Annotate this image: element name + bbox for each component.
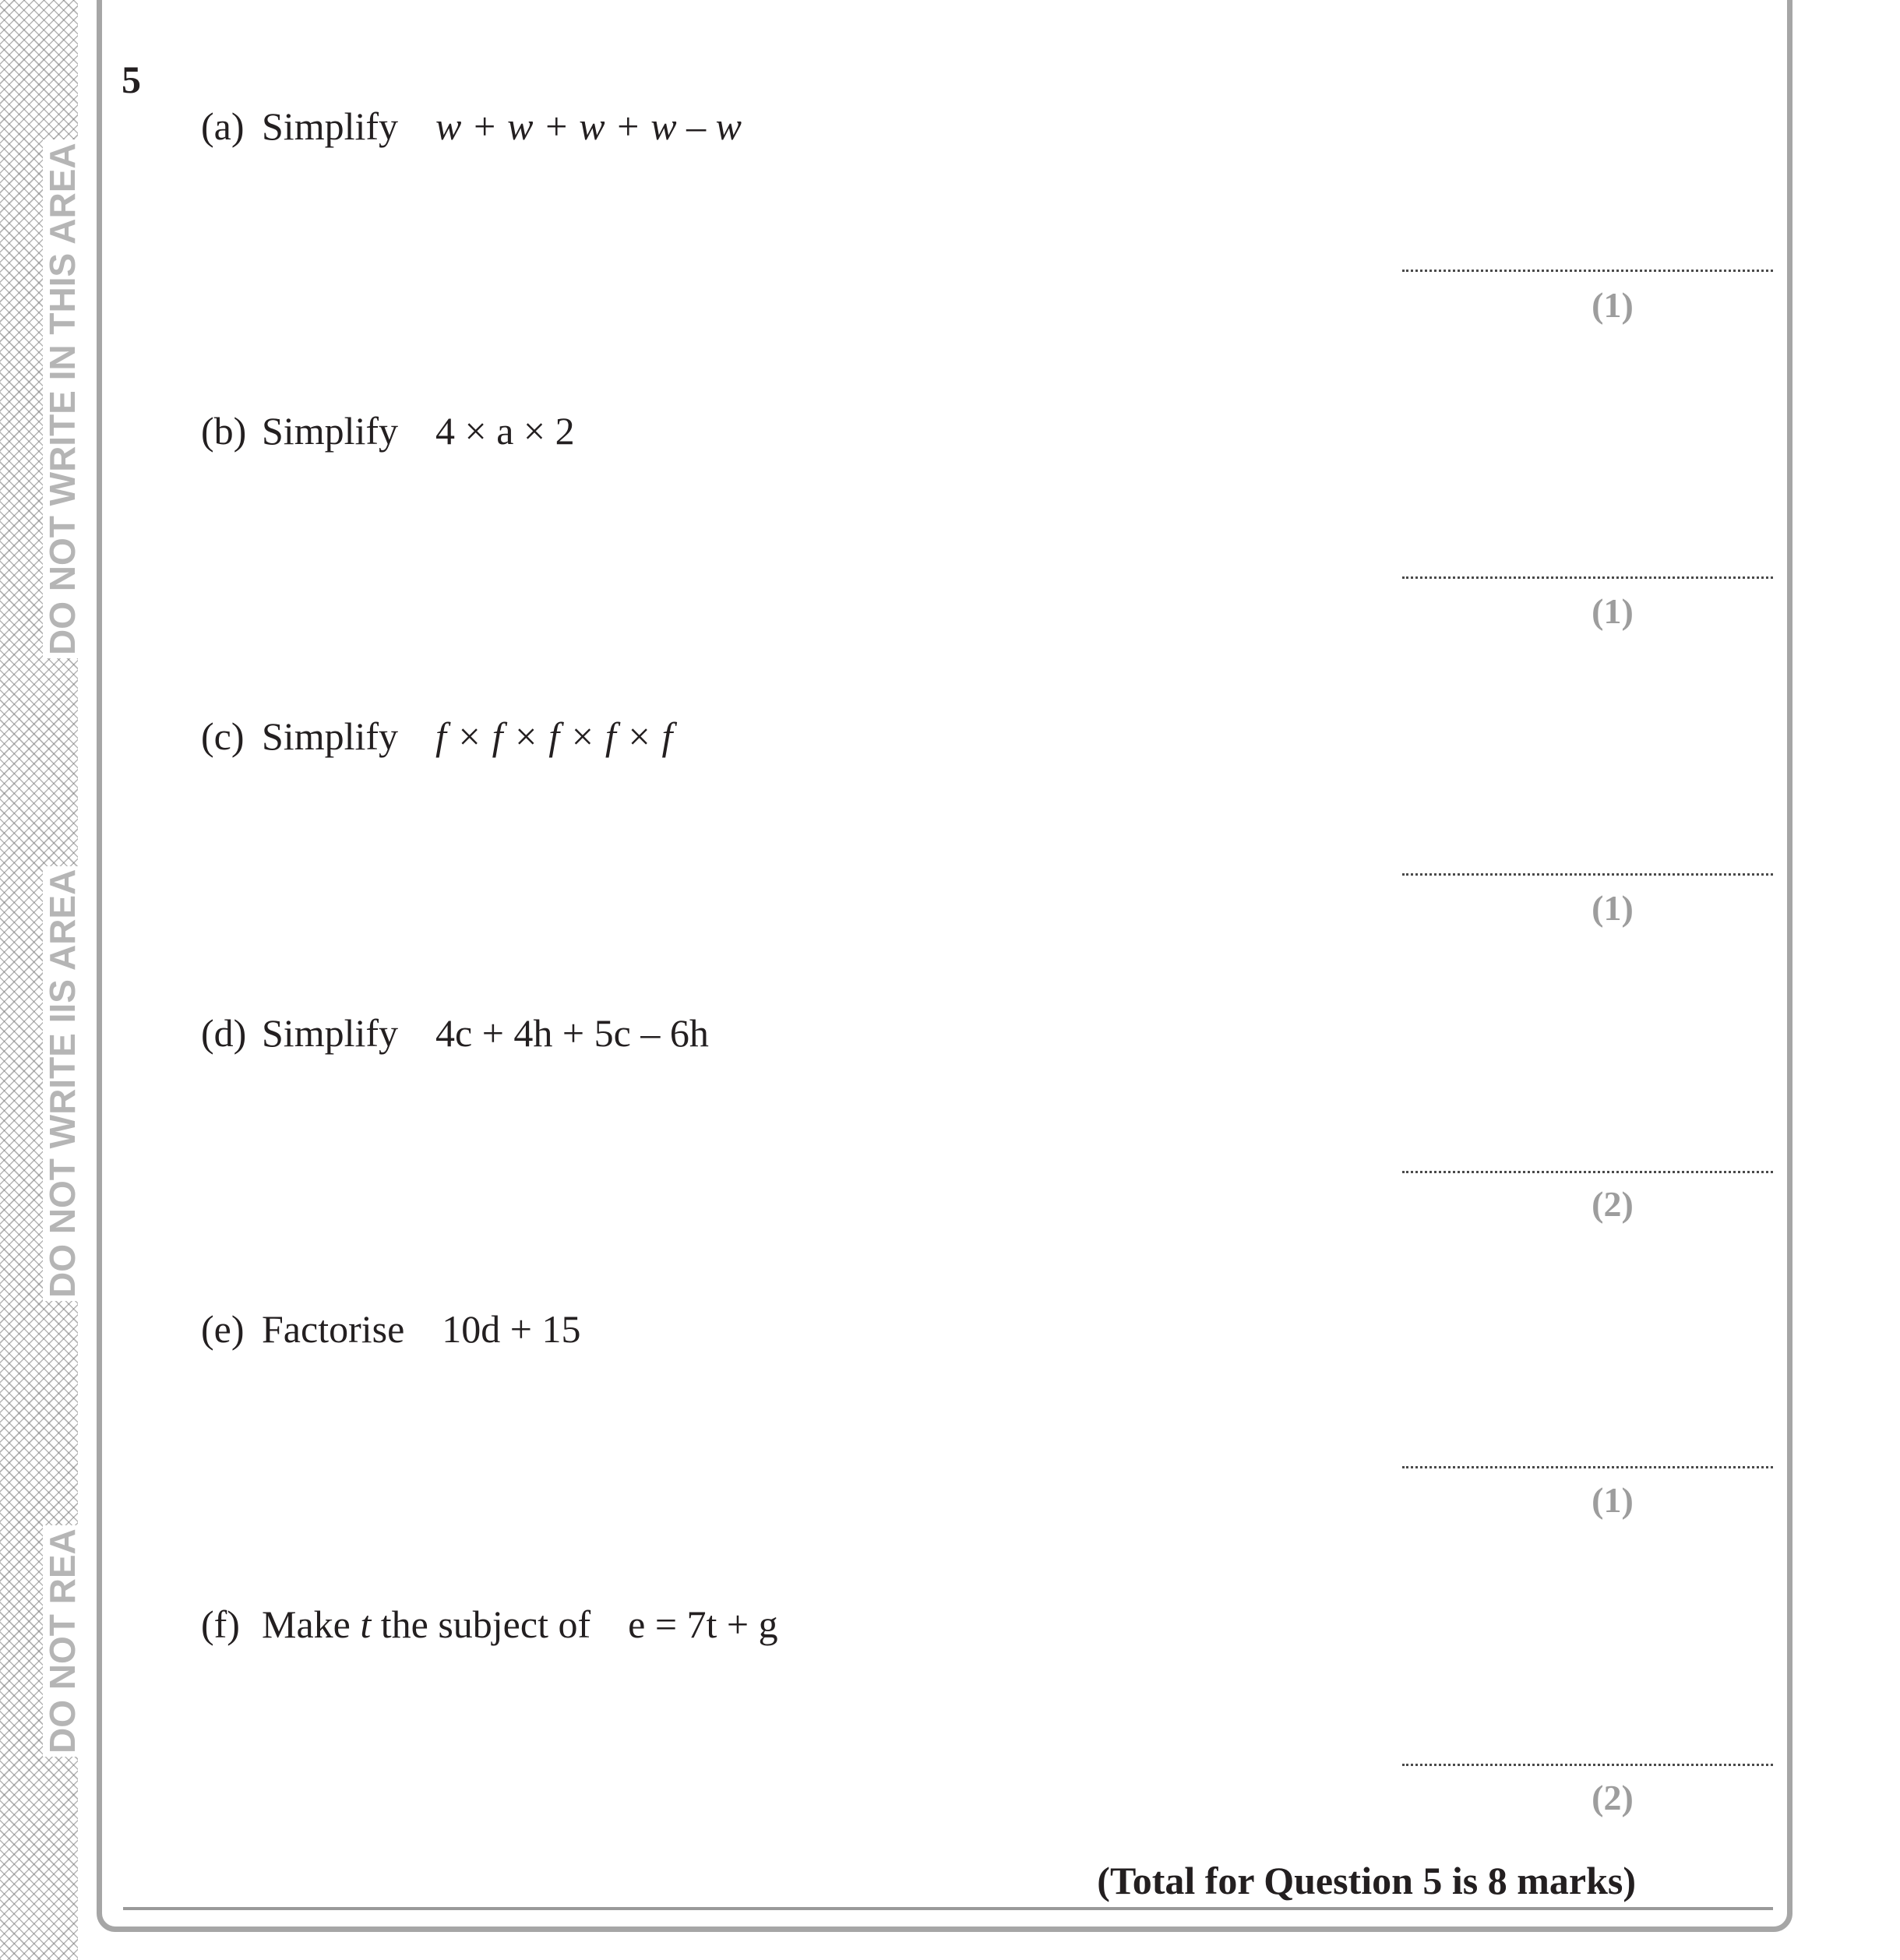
- marks-a: (1): [1592, 285, 1634, 325]
- bottom-rule: [123, 1907, 1773, 1910]
- question-part-f: [182, 1554, 778, 1648]
- part-expression: 4 × a × 2: [435, 409, 575, 453]
- marks-b: (1): [1592, 591, 1634, 631]
- part-label: (f): [201, 1602, 240, 1646]
- answer-line-a[interactable]: [1402, 270, 1773, 272]
- part-instruction-post: the subject of: [380, 1602, 591, 1646]
- part-expression: 4c + 4h + 5c – 6h: [435, 1011, 709, 1055]
- margin-notice: DO NOT REA: [43, 1525, 82, 1757]
- part-instruction-variable: t: [360, 1602, 372, 1646]
- marks-e: (1): [1592, 1480, 1634, 1520]
- part-instruction: Simplify: [262, 409, 399, 453]
- part-label: (e): [201, 1307, 245, 1351]
- part-instruction: Simplify: [262, 1011, 399, 1055]
- part-label: (d): [201, 1011, 247, 1055]
- answer-line-c[interactable]: [1402, 873, 1773, 876]
- marks-f: (2): [1592, 1778, 1634, 1817]
- part-instruction-pre: Make: [262, 1602, 351, 1646]
- answer-line-e[interactable]: [1402, 1466, 1773, 1468]
- question-total: (Total for Question 5 is 8 marks): [1097, 1859, 1636, 1902]
- margin-notice: DO NOT WRITE IIS AREA: [43, 866, 82, 1301]
- part-label: (a): [201, 104, 245, 148]
- question-part-b: [182, 361, 575, 454]
- part-instruction: Factorise: [262, 1307, 405, 1351]
- question-part-c: [182, 666, 672, 760]
- question-part-d: [182, 963, 709, 1056]
- marks-d: (2): [1592, 1184, 1634, 1224]
- question-number: 5: [122, 58, 141, 101]
- margin-notice: DO NOT WRITE IN THIS AREA: [43, 139, 82, 658]
- answer-line-d[interactable]: [1402, 1171, 1773, 1173]
- part-expression: f × f × f × f × f: [435, 714, 673, 758]
- part-expression: w + w + w + w – w: [435, 104, 742, 148]
- part-instruction: Simplify: [262, 714, 399, 758]
- part-label: (c): [201, 714, 245, 758]
- answer-line-b[interactable]: [1402, 576, 1773, 579]
- part-expression: 10d + 15: [442, 1307, 581, 1351]
- question-part-e: [182, 1259, 580, 1352]
- part-label: (b): [201, 409, 247, 453]
- part-instruction: Simplify: [262, 104, 399, 148]
- marks-c: (1): [1592, 888, 1634, 928]
- question-part-a: [182, 56, 742, 150]
- part-expression: e = 7t + g: [628, 1602, 778, 1646]
- answer-line-f[interactable]: [1402, 1764, 1773, 1766]
